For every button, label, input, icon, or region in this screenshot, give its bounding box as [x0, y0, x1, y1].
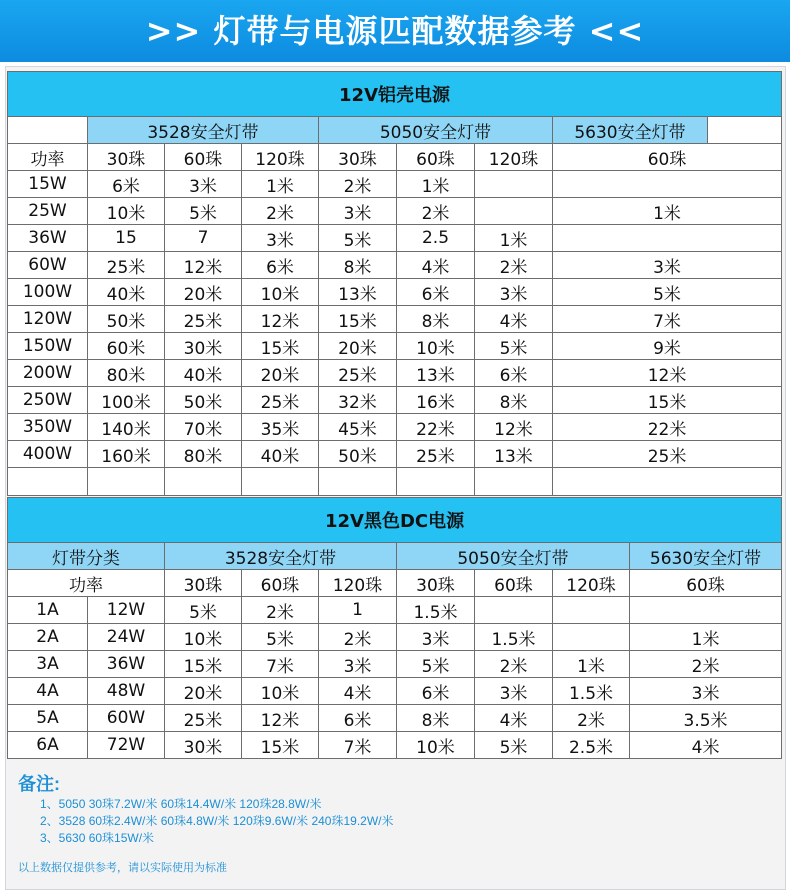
- table-cell: [475, 198, 553, 225]
- table-row: [8, 225, 782, 252]
- table-cell: 5米: [165, 198, 242, 225]
- table-row: [8, 387, 782, 414]
- table-cell: 25米: [165, 705, 242, 732]
- table2-title: 12V黑色DC电源: [8, 498, 782, 543]
- table-cell: 100W: [8, 279, 88, 306]
- table-cell: 10米: [242, 678, 319, 705]
- table1-subheader: 30珠: [88, 144, 165, 171]
- table-cell: 1米: [397, 171, 475, 198]
- table-cell: 6米: [242, 252, 319, 279]
- table1-subheader: 功率: [8, 144, 88, 171]
- table-cell: 140米: [88, 414, 165, 441]
- table-cell: 45米: [319, 414, 397, 441]
- table-cell: 35米: [242, 414, 319, 441]
- table-row: [8, 360, 782, 387]
- table-cell: [553, 597, 630, 624]
- table-cell: [630, 597, 782, 624]
- table2-subheader: 30珠: [397, 570, 475, 597]
- table-row: [8, 624, 782, 651]
- table-cell: 3米: [397, 624, 475, 651]
- table1-spacer: [708, 117, 782, 144]
- table-row: [8, 651, 782, 678]
- table-cell: 1米: [630, 624, 782, 651]
- table-cell: 10米: [165, 624, 242, 651]
- table-cell: 4米: [475, 705, 553, 732]
- table-cell: 20米: [242, 360, 319, 387]
- table-cell: [475, 597, 553, 624]
- table-cell: 15米: [242, 333, 319, 360]
- table-cell: 8米: [475, 387, 553, 414]
- table-cell: 200W: [8, 360, 88, 387]
- table-cell: 6米: [397, 678, 475, 705]
- table-cell: 1.5米: [553, 678, 630, 705]
- table-cell: 160米: [88, 441, 165, 468]
- table-cell: 40米: [88, 279, 165, 306]
- table-cell: 12米: [242, 306, 319, 333]
- table-cell: 1米: [475, 225, 553, 252]
- table-cell: 4A: [8, 678, 88, 705]
- table-cell: 150W: [8, 333, 88, 360]
- table-cell: 72W: [88, 732, 165, 759]
- table-cell: 50米: [165, 387, 242, 414]
- table1-subheader: 60珠: [165, 144, 242, 171]
- table-cell: [553, 225, 782, 252]
- table-cell: 250W: [8, 387, 88, 414]
- table-cell: 40米: [242, 441, 319, 468]
- table-cell: 7米: [553, 306, 782, 333]
- table-cell: 10米: [397, 333, 475, 360]
- page-title: >> 灯带与电源匹配数据参考 <<: [145, 12, 645, 50]
- table-cell: 60米: [88, 333, 165, 360]
- table-cell: [553, 624, 630, 651]
- table1-subheader: 60珠: [553, 144, 782, 171]
- table-cell: 5米: [319, 225, 397, 252]
- table-row: [8, 198, 782, 225]
- table-row: [8, 306, 782, 333]
- table2-subheader: 60珠: [242, 570, 319, 597]
- page-header: [0, 0, 790, 62]
- notes-title: 备注:: [18, 774, 60, 794]
- table-cell: 3米: [630, 678, 782, 705]
- table-cell: 22米: [553, 414, 782, 441]
- table1-corner: [8, 117, 88, 144]
- table-cell: 1: [319, 597, 397, 624]
- table-cell: [475, 171, 553, 198]
- table-cell: 15米: [553, 387, 782, 414]
- table-cell: 4米: [397, 252, 475, 279]
- table-cell: 12W: [88, 597, 165, 624]
- dc-power-table: [7, 497, 782, 759]
- table-cell: 3米: [165, 171, 242, 198]
- table-cell: 1A: [8, 597, 88, 624]
- table-cell: 25米: [553, 441, 782, 468]
- table-cell: 2.5米: [553, 732, 630, 759]
- table-cell: 6米: [475, 360, 553, 387]
- table-cell: 3米: [319, 198, 397, 225]
- table-cell: 60W: [8, 252, 88, 279]
- table-cell: 5米: [165, 597, 242, 624]
- table-cell: 4米: [630, 732, 782, 759]
- table2-subheader: 30珠: [165, 570, 242, 597]
- table-cell: 10米: [242, 279, 319, 306]
- table-cell: 70米: [165, 414, 242, 441]
- table-cell: 5米: [242, 624, 319, 651]
- table-cell: 13米: [475, 441, 553, 468]
- table-cell: 15米: [319, 306, 397, 333]
- table-cell: 3米: [475, 279, 553, 306]
- table-cell: 7: [165, 225, 242, 252]
- table2-subheader: 功率: [8, 570, 165, 597]
- table-cell: 8米: [397, 306, 475, 333]
- table1-subheader: 30珠: [319, 144, 397, 171]
- table-cell: 8米: [319, 252, 397, 279]
- table-cell: 2A: [8, 624, 88, 651]
- table-cell: 36W: [8, 225, 88, 252]
- table-cell: 25米: [319, 360, 397, 387]
- table-cell: 30米: [165, 333, 242, 360]
- table-cell: 30米: [165, 732, 242, 759]
- table-cell: 2米: [475, 252, 553, 279]
- table-cell: 2米: [242, 597, 319, 624]
- table-cell: 5米: [475, 732, 553, 759]
- table-cell: 2米: [242, 198, 319, 225]
- table2-group-5050: 5050安全灯带: [397, 543, 630, 570]
- table-cell: 3.5米: [630, 705, 782, 732]
- table-cell: 80米: [88, 360, 165, 387]
- table-cell: 1米: [553, 198, 782, 225]
- table-cell: 15米: [242, 732, 319, 759]
- table-row: [8, 279, 782, 306]
- table-cell: 9米: [553, 333, 782, 360]
- table-cell: 3米: [242, 225, 319, 252]
- table-cell: 3A: [8, 651, 88, 678]
- table-cell: 5米: [475, 333, 553, 360]
- table2-subheader: 120珠: [319, 570, 397, 597]
- table-row: [8, 333, 782, 360]
- table-cell: 3米: [319, 651, 397, 678]
- table-cell: 2米: [319, 171, 397, 198]
- table-cell: 20米: [165, 279, 242, 306]
- table2-group-5630: 5630安全灯带: [630, 543, 782, 570]
- table-cell: 20米: [319, 333, 397, 360]
- table-cell: 400W: [8, 441, 88, 468]
- table-cell: 5米: [397, 651, 475, 678]
- table-cell: 1.5米: [475, 624, 553, 651]
- table-row: [8, 252, 782, 279]
- aluminum-power-table: [7, 71, 782, 496]
- table-cell: 36W: [88, 651, 165, 678]
- table-cell: 6A: [8, 732, 88, 759]
- table-cell: 2米: [319, 624, 397, 651]
- table1-group-5630: 5630安全灯带: [553, 117, 708, 144]
- table-cell: 20米: [165, 678, 242, 705]
- table-cell: 120W: [8, 306, 88, 333]
- table-cell: 2米: [553, 705, 630, 732]
- table-cell: 22米: [397, 414, 475, 441]
- table-cell: 2米: [475, 651, 553, 678]
- notes-line: 2、3528 60珠2.4W/米 60珠4.8W/米 120珠9.6W/米 240珠19.2W/米: [40, 814, 394, 828]
- table2-subheader: 60珠: [630, 570, 782, 597]
- table-cell: 15: [88, 225, 165, 252]
- table2-subheader: 120珠: [553, 570, 630, 597]
- table1-subheader: 120珠: [242, 144, 319, 171]
- table-cell: 25W: [8, 198, 88, 225]
- table-cell: 13米: [397, 360, 475, 387]
- table1-title: 12V铝壳电源: [8, 72, 782, 117]
- table-row: [8, 678, 782, 705]
- table-cell: 350W: [8, 414, 88, 441]
- table-cell: 8米: [397, 705, 475, 732]
- table-cell: 12米: [242, 705, 319, 732]
- notes-line: 1、5050 30珠7.2W/米 60珠14.4W/米 120珠28.8W/米: [40, 797, 322, 811]
- table-cell: 1.5米: [397, 597, 475, 624]
- table-cell: 2.5: [397, 225, 475, 252]
- table-row: [8, 171, 782, 198]
- table-cell: 2米: [397, 198, 475, 225]
- table-cell: 12米: [475, 414, 553, 441]
- notes-disclaimer: 以上数据仅提供参考，请以实际使用为标准: [18, 862, 227, 874]
- notes-section: [18, 770, 778, 875]
- table-cell: 5米: [553, 279, 782, 306]
- table-cell: 16米: [397, 387, 475, 414]
- table-row: [8, 705, 782, 732]
- table-cell: 50米: [88, 306, 165, 333]
- table-cell: 60W: [88, 705, 165, 732]
- table-cell: 3米: [553, 252, 782, 279]
- table-cell: 3米: [475, 678, 553, 705]
- table-cell: 12米: [165, 252, 242, 279]
- table-cell: 25米: [88, 252, 165, 279]
- table-cell: 15W: [8, 171, 88, 198]
- table-cell: [553, 171, 782, 198]
- table-cell: 1米: [242, 171, 319, 198]
- table-cell: 6米: [88, 171, 165, 198]
- table-cell: 1米: [553, 651, 630, 678]
- table-cell: 100米: [88, 387, 165, 414]
- table-cell: 25米: [165, 306, 242, 333]
- table-cell: 10米: [88, 198, 165, 225]
- table-cell: 2米: [630, 651, 782, 678]
- table-cell: 4米: [475, 306, 553, 333]
- table-cell: 10米: [397, 732, 475, 759]
- table1-subheader: 60珠: [397, 144, 475, 171]
- table-row: [8, 732, 782, 759]
- table-cell: 40米: [165, 360, 242, 387]
- table1-group-5050: 5050安全灯带: [319, 117, 553, 144]
- table-cell: 4米: [319, 678, 397, 705]
- table1-subheader: 120珠: [475, 144, 553, 171]
- table2-subheader: 60珠: [475, 570, 553, 597]
- table-cell: 12米: [553, 360, 782, 387]
- table-cell: 25米: [397, 441, 475, 468]
- table-cell: 32米: [319, 387, 397, 414]
- table2-category-header: 灯带分类: [8, 543, 165, 570]
- table-cell: 6米: [397, 279, 475, 306]
- table-cell: 13米: [319, 279, 397, 306]
- table-cell: 5A: [8, 705, 88, 732]
- table2-group-3528: 3528安全灯带: [165, 543, 397, 570]
- table-row: [8, 597, 782, 624]
- table-row: [8, 441, 782, 468]
- table1-group-3528: 3528安全灯带: [88, 117, 319, 144]
- table-cell: 7米: [242, 651, 319, 678]
- table-cell: 25米: [242, 387, 319, 414]
- table-cell: 7米: [319, 732, 397, 759]
- notes-line: 3、5630 60珠15W/米: [40, 831, 155, 845]
- table-cell: 24W: [88, 624, 165, 651]
- table-cell: 50米: [319, 441, 397, 468]
- table-cell: 15米: [165, 651, 242, 678]
- table-row: [8, 414, 782, 441]
- table-cell: 80米: [165, 441, 242, 468]
- table-cell: 48W: [88, 678, 165, 705]
- table-cell: 6米: [319, 705, 397, 732]
